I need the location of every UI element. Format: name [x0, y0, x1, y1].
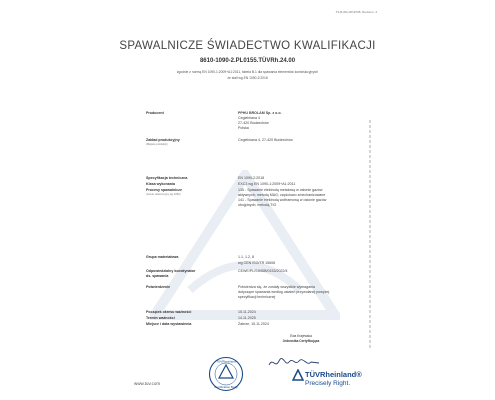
value-issue-place-date: [238, 322, 269, 327]
value-welding-processes: [238, 188, 326, 208]
certificate-subtitle: zgodnie z normą EN 1090-1:2009+A1:2011, tabela B.1 dla spawania elementów konstrukcyjnych: [176, 70, 319, 74]
label-coordinator: [146, 269, 195, 279]
value-material-group: [238, 255, 254, 260]
welding-processes-label: Procesy spawalnicze: [146, 188, 182, 192]
seal-text-bottom: Certification Body: [214, 385, 238, 389]
production-site-address: Cegielniana 4, 27-420 Bodzechów: [238, 138, 293, 142]
process-line-3: 141 - Spawanie elektrodą wolframową w osłonie gazów: [238, 198, 327, 202]
value-valid-until: [238, 316, 256, 321]
value-producer: [238, 111, 282, 131]
value-confirmation: [238, 285, 329, 300]
label-confirmation: Potwierdzenie: [146, 285, 171, 289]
issue-place-date: Żabrze, 15.11.2024: [238, 322, 269, 326]
material-group-value: 1.1, 1.2, 8: [238, 255, 254, 259]
confirmation-line-1: Potwierdza się, że zostały wszystkie wymagania: [238, 285, 315, 289]
producer-city: 27-420 Bodzechów: [238, 121, 269, 125]
label-welding-processes: [146, 188, 182, 196]
value-execution-class: [238, 182, 295, 187]
valid-until-date: 14.11.2025: [238, 316, 256, 320]
material-standard-value: wg CEN ISO/TR 15608: [238, 261, 276, 265]
side-vertical-text: [368, 120, 372, 350]
brand-slogan: Precisely Right.: [305, 380, 351, 387]
coordinator-label: Odpowiedzialny koordynator: [146, 269, 196, 273]
confirmation-line-3: specyfikacji technicznej: [238, 295, 276, 299]
certificate-subtitle-2: ze stali wg EN 1090-2:2018: [227, 76, 268, 80]
label-production-site: [146, 138, 180, 146]
process-line-4: obojętnych; metodą TIG: [238, 203, 277, 207]
welding-processes-sublabel: (numer referencyjny wg 4063): [146, 193, 181, 196]
coordinator-value: CEWE/PL/SIMDB/0153/2022/4: [238, 269, 288, 273]
certificate-number: 8610-1090-2.PL0155.TÜVRh.24.00: [199, 58, 296, 64]
seal-text-top: TÜVRheinland: [216, 359, 236, 364]
certificate-title: SPAWALNICZE ŚWIADECTWO KWALIFIKACJI: [119, 40, 376, 52]
label-material-group: Grupa materiałowa: [146, 255, 179, 259]
label-valid-from: Początek okresu ważności: [146, 310, 192, 314]
tuv-seal-icon: [208, 356, 244, 396]
label-valid-until: Termin ważności: [146, 316, 175, 320]
production-site-label: Zakład produkcyjny: [146, 138, 180, 142]
production-site-sublabel: (Miejsce produkcji): [146, 143, 168, 146]
tech-spec-value: EN 1090-2:2018: [238, 176, 265, 180]
document-id: T3-B-WA-0019798, Revision: 4: [335, 10, 377, 14]
process-line-2: aktywnych; metodą MAG; częściowo zmechanizowane: [238, 193, 326, 197]
signer-role: Jednostka Certyfikująca: [282, 339, 320, 343]
label-issue-place-date: Miejsce i data wystawienia: [146, 322, 192, 326]
value-tech-spec: [238, 176, 264, 181]
signer-name: Ewa Krajewska: [290, 334, 312, 338]
valid-from-date: 15.11.2024: [238, 310, 256, 314]
process-line-1: 135 - Spawanie elektrodą metalową w osłonie gazów: [238, 188, 323, 192]
value-production-site: [238, 138, 293, 143]
value-coordinator: [238, 269, 288, 274]
coordinator-label-2: ds. spawania: [146, 274, 169, 278]
producer-name: PPHU BROLAM Sp. z o.o.: [238, 111, 282, 115]
label-tech-spec: Specyfikacja techniczna: [146, 176, 188, 180]
value-material-standard: [238, 261, 275, 266]
label-producer: Producent: [146, 111, 164, 115]
execution-class-value: EXC3 wg EN 1090-1:2009+A1:2011: [238, 182, 296, 186]
producer-country: Polska: [238, 126, 249, 130]
footer-url: www.tuv.com: [134, 381, 161, 386]
producer-street: Cegielniana 4: [238, 116, 260, 120]
label-execution-class: Klasa wykonania: [146, 182, 175, 186]
value-valid-from: [238, 310, 256, 315]
confirmation-line-2: dotyczące spawania według ustaleń przywołanej powyżej: [238, 290, 330, 294]
brand-name: TÜVRheinland®: [305, 370, 362, 379]
